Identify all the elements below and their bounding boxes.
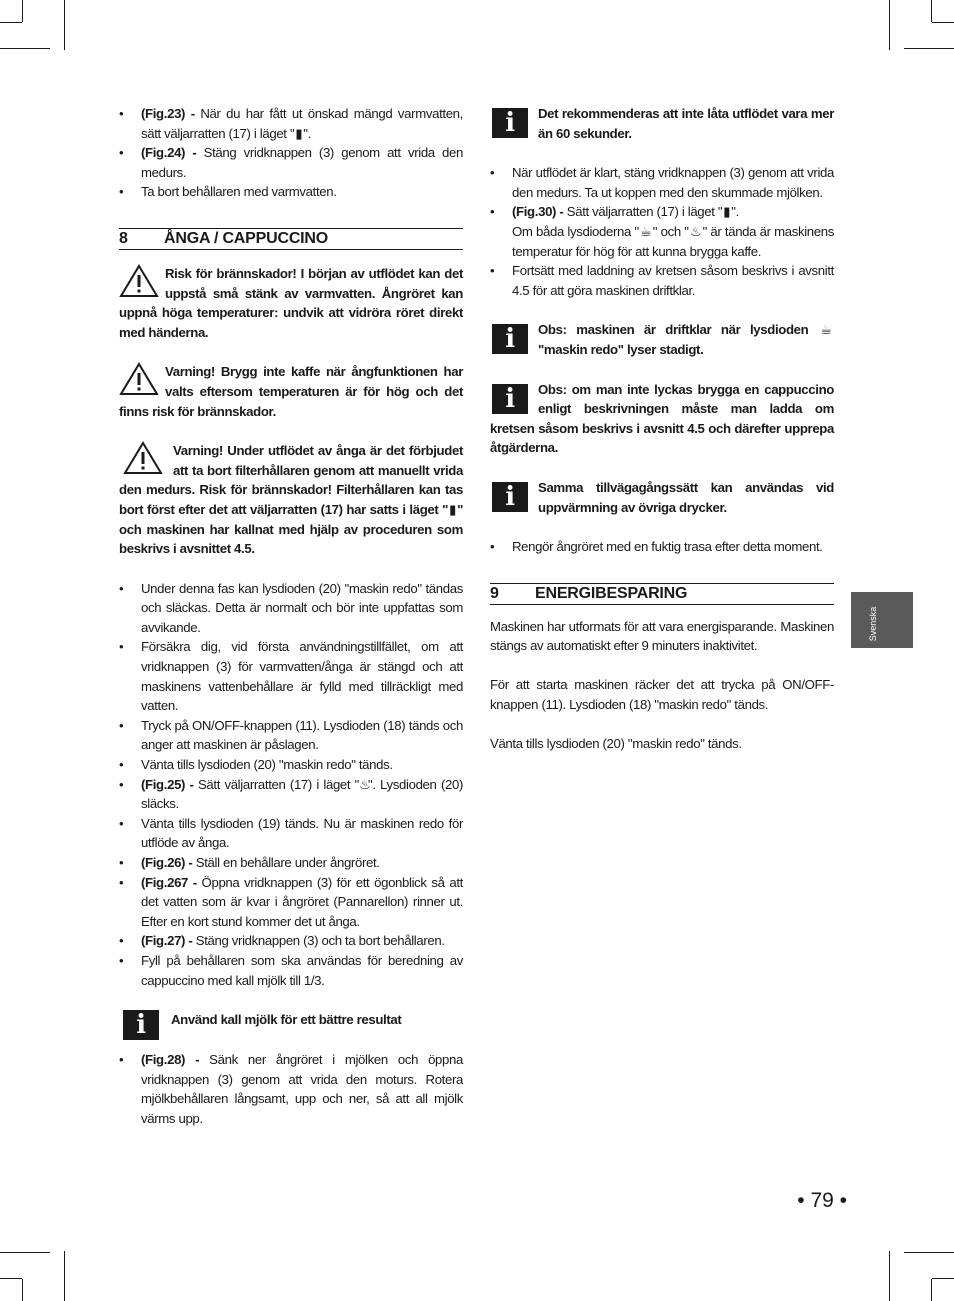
- list-item: • (Fig.24) - Stäng vridknappen (3) genom att vrida den medurs.: [119, 143, 463, 182]
- crop-mark: [22, 1279, 23, 1301]
- crop-mark: [904, 48, 954, 49]
- crop-mark: [932, 22, 954, 23]
- info-icon: i: [492, 482, 528, 512]
- crop-mark: [0, 1252, 50, 1253]
- crop-mark: [22, 0, 23, 22]
- milk-bullet-list: [119, 1050, 463, 1128]
- coffee-selector-icon: ▮: [723, 204, 731, 220]
- crop-mark: [0, 48, 50, 49]
- right-column: [490, 104, 834, 754]
- crop-mark: [64, 1251, 65, 1301]
- energy-paragraph-3: Vänta tills lysdioden (20) "maskin redo" tänds.: [490, 736, 742, 752]
- list-item: • När utflödet är klart, stäng vridknappen (3) genom att vrida den medurs. Ta ut koppen med den skummade mjölken.: [490, 163, 834, 202]
- language-label: Svenska: [868, 606, 878, 642]
- coffee-selector-icon: ▮: [295, 125, 303, 141]
- list-item: • (Fig.23) - När du har fått ut önskad mängd varmvatten, sätt väljarratten (17) i läget "▮".: [119, 104, 463, 143]
- list-item: • Rengör ångröret med en fuktig trasa efter detta moment.: [490, 537, 834, 557]
- top-bullet-list: [119, 104, 463, 202]
- list-item: • (Fig.25) - Sätt väljarratten (17) i läget "♨". Lysdioden (20) släcks.: [119, 775, 463, 814]
- warning-note-3: Varning! Under utflödet av ånga är det förbjudet att ta bort filterhållaren genom att manuellt vrida den medurs. Risk för brännskador! Filterhållaren kan tas bort först efter det att väljarratten (17) har satts i läget "▮" och maskinen har kallnat med hjälp av proceduren som beskrivs i avsnittet 4.5.: [119, 443, 463, 557]
- steam-icon: ♨: [358, 776, 371, 792]
- warning-triangle-icon: [119, 441, 167, 475]
- warning-triangle-icon: [119, 362, 159, 396]
- list-item: • Vänta tills lysdioden (19) tänds. Nu är maskinen redo för utflöde av ånga.: [119, 814, 463, 853]
- crop-mark: [0, 1278, 22, 1279]
- crop-mark: [932, 1278, 954, 1279]
- section-heading-9: 9 ENERGIBESPARING: [490, 583, 834, 605]
- list-item: • (Fig.26) - Ställ en behållare under ångröret.: [119, 853, 463, 873]
- coffee-selector-icon: ▮: [449, 501, 457, 517]
- crop-mark: [931, 1279, 932, 1301]
- list-item: • Under denna fas kan lysdioden (20) "maskin redo" tändas och släckas. Detta är normalt och bör inte uppfattas som avvikande.: [119, 579, 463, 638]
- list-item: • Försäkra dig, vid första användningstillfället, om att vridknappen (3) för varmvatten/ånga är stängd och att maskinens vattenbehållare är fylld med tillräckligt med vatten.: [119, 637, 463, 715]
- crop-mark: [931, 0, 932, 22]
- info-note-duration: i Det rekommenderas att inte låta utflödet vara mer än 60 sekunder.: [490, 104, 834, 143]
- energy-paragraph-1: Maskinen har utformats för att vara energisparande. Maskinen stängs av automatiskt efter 9 minuters inaktivitet.: [490, 618, 834, 654]
- language-side-tab: [851, 592, 913, 648]
- list-item: • Vänta tills lysdioden (20) "maskin redo" tänds.: [119, 755, 463, 775]
- info-note-ready: i Obs: maskinen är driftklar när lysdioden ☕ "maskin redo" lyser stadigt.: [490, 320, 834, 359]
- warning-triangle-icon: [119, 264, 159, 298]
- info-icon: i: [123, 1010, 159, 1040]
- section-heading-8: 8 ÅNGA / CAPPUCCINO: [119, 228, 463, 250]
- list-item: • (Fig.27) - Stäng vridknappen (3) och ta bort behållaren.: [119, 931, 463, 951]
- info-note-cold-milk: i Använd kall mjölk för ett bättre resultat: [119, 1010, 463, 1040]
- page-number: • 79 •: [797, 1189, 847, 1212]
- crop-mark: [64, 0, 65, 50]
- list-item: • (Fig.267 - Öppna vridknappen (3) för ett ögonblick så att det vatten som är kvar i ångröret (Pannarellon) rinner ut. Efter en kort stund kommer det ut ånga.: [119, 873, 463, 932]
- list-item: • Fortsätt med laddning av kretsen såsom beskrivs i avsnitt 4.5 för att göra maskinen driftklar.: [490, 261, 834, 300]
- clean-bullet-list: [490, 537, 834, 557]
- finish-bullet-list: [490, 163, 834, 300]
- list-item: • (Fig.28) - Sänk ner ångröret i mjölken och öppna vridknappen (3) genom att vrida den moturs. Rotera mjölkbehållaren långsamt, upp och ner, så att all mjölk värms upp.: [119, 1050, 463, 1128]
- info-icon: i: [492, 108, 528, 138]
- left-column: [119, 104, 463, 1129]
- info-icon: i: [492, 324, 528, 354]
- warning-note-2: Varning! Brygg inte kaffe när ångfunktionen har valts eftersom temperaturen är för hög och det finns risk för brännskador.: [119, 364, 463, 419]
- info-note-other-drinks: i Samma tillvägagångssätt kan användas vid uppvärmning av övriga drycker.: [490, 478, 834, 517]
- energy-paragraph-2: För att starta maskinen räcker det att trycka på ON/OFF-knappen (11). Lysdioden (18) "maskin redo" tänds.: [490, 677, 834, 713]
- list-item: • Tryck på ON/OFF-knappen (11). Lysdioden (18) tänds och anger att maskinen är påslagen.: [119, 716, 463, 755]
- steam-steps-list: [119, 579, 463, 990]
- crop-mark: [0, 22, 22, 23]
- crop-mark: [889, 0, 890, 50]
- list-item: • Fyll på behållaren som ska användas för beredning av cappuccino med kall mjölk till 1/3.: [119, 951, 463, 990]
- info-note-cappuccino-failed: i Obs: om man inte lyckas brygga en cappuccino enligt beskrivningen måste man ladda om kretsen såsom beskrivs i avsnitt 4.5 och därefter upprepa åtgärderna.: [490, 381, 834, 456]
- coffee-cup-icon: ☕: [640, 223, 652, 239]
- list-item: • (Fig.30) - Sätt väljarratten (17) i läget "▮". Om båda lysdioderna "☕" och "♨" är tända är maskinens temperatur för hög för att kunna brygga kaffe.: [490, 202, 834, 261]
- coffee-cup-icon: ☕: [820, 322, 832, 338]
- steam-icon: ♨: [689, 223, 702, 239]
- warning-note-1: Risk för brännskador! I början av utflödet kan det uppstå små stänk av varmvatten. Ångröret kan uppnå höga temperaturer: undvik att vidröra röret direkt med händerna.: [119, 265, 463, 340]
- crop-mark: [889, 1251, 890, 1301]
- crop-mark: [904, 1252, 954, 1253]
- info-icon: i: [492, 384, 528, 414]
- list-item: • Ta bort behållaren med varmvatten.: [119, 182, 463, 202]
